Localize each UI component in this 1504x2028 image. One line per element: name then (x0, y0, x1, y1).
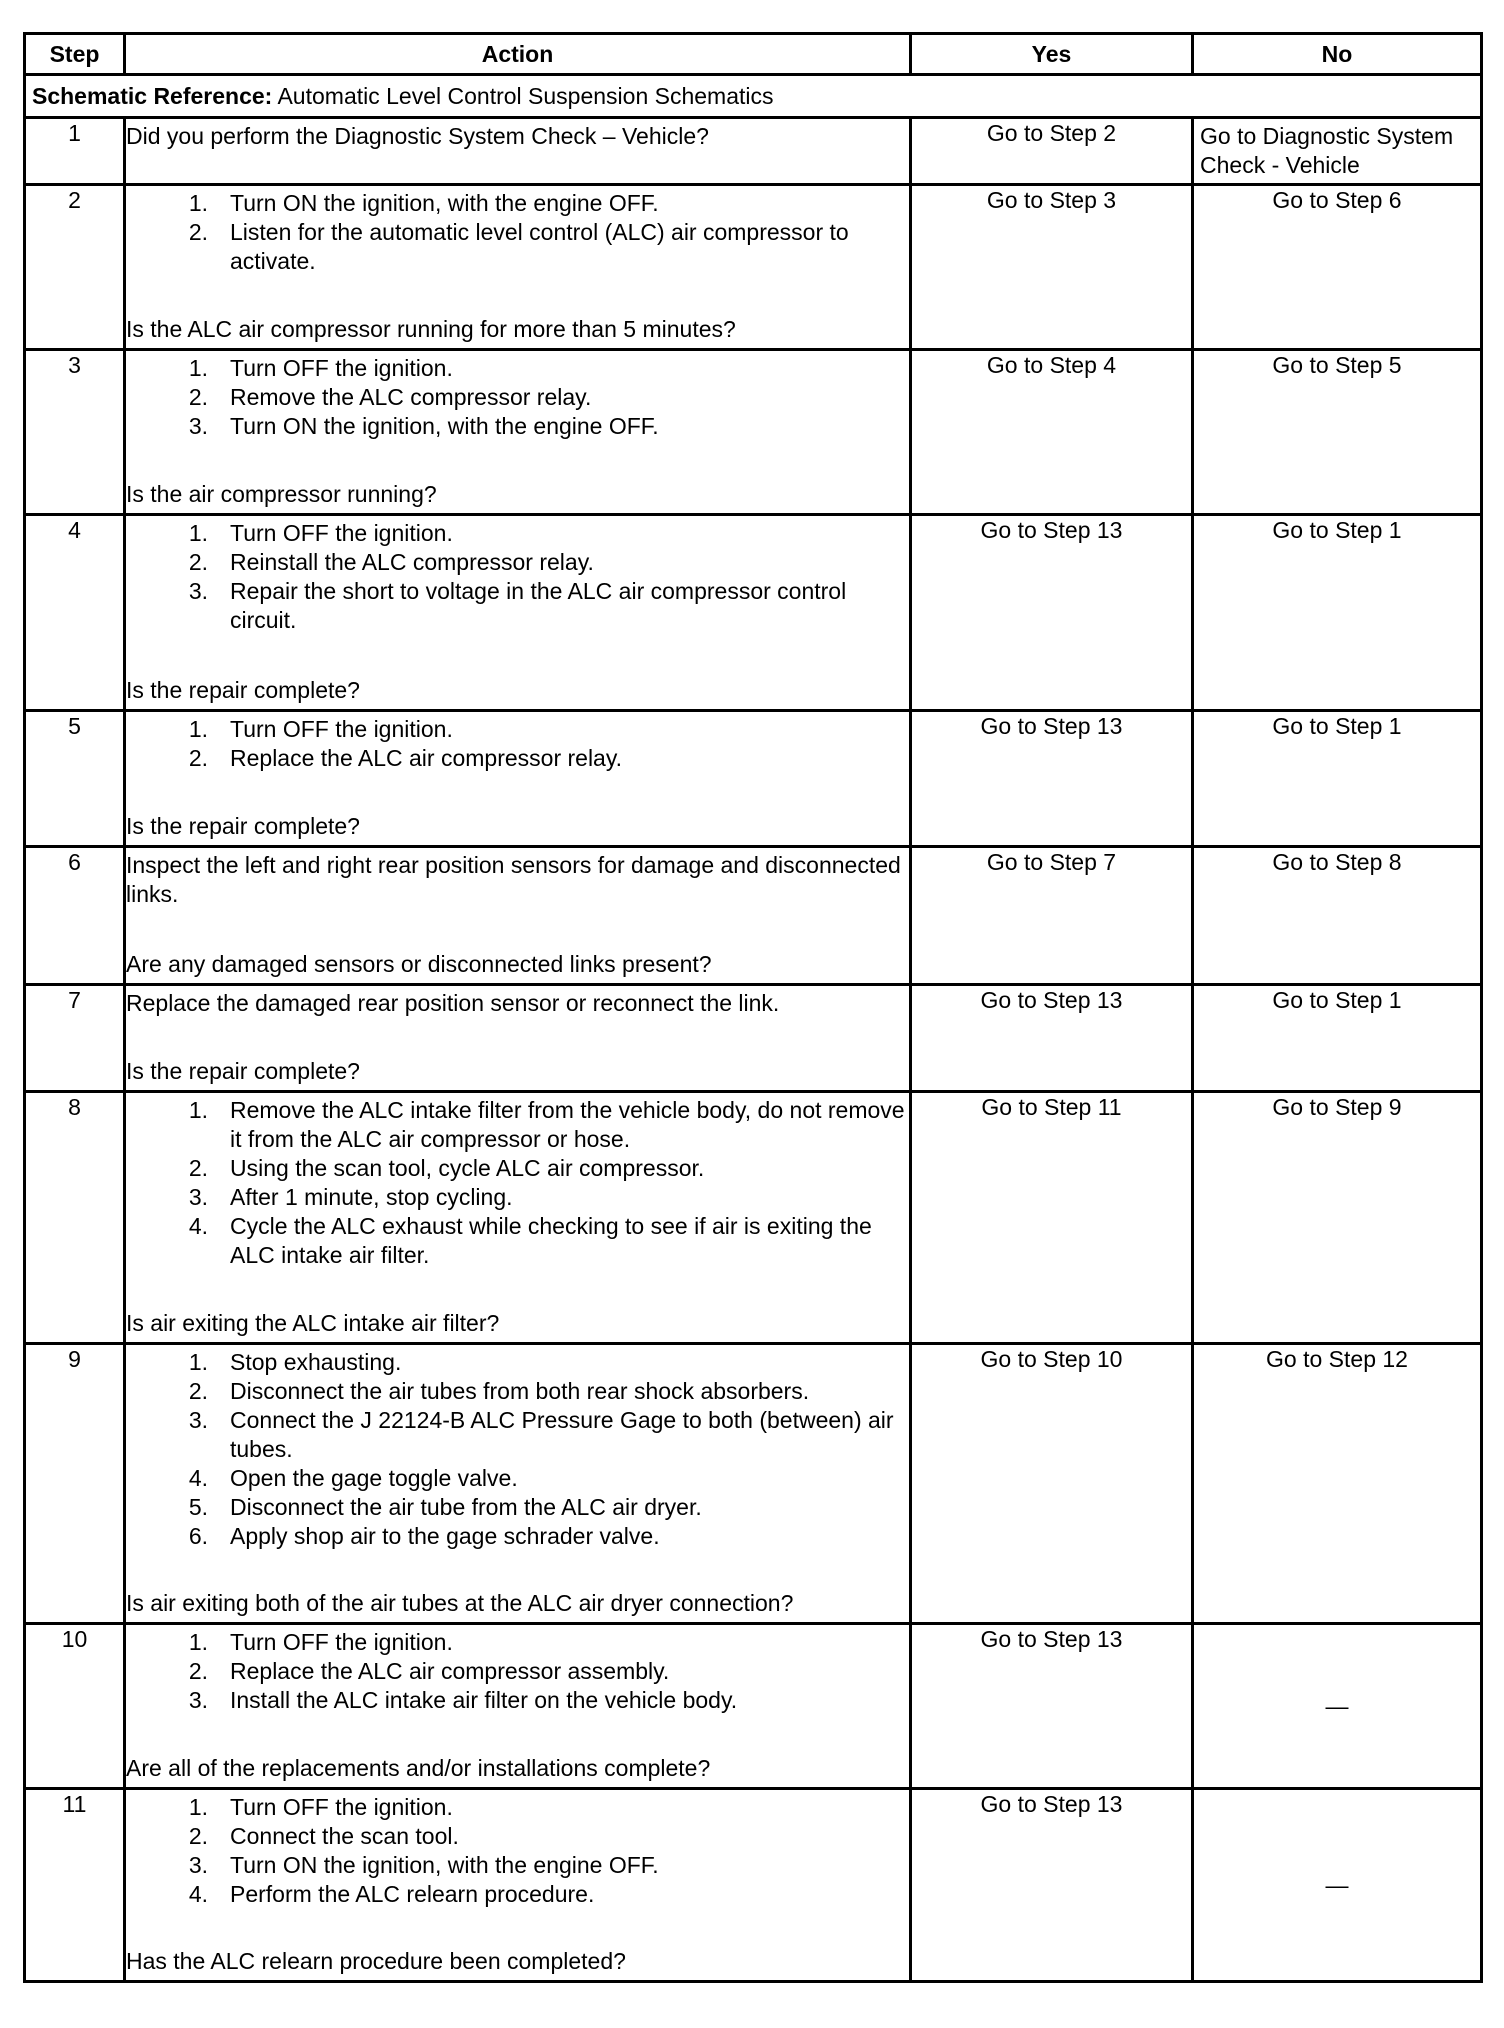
step-action (125, 711, 911, 847)
action-step-item (126, 1406, 909, 1464)
action-step-item (126, 744, 909, 773)
action-step-item (126, 519, 909, 548)
action-step-number: 4. (188, 1213, 208, 1239)
action-step-text: Replace the ALC air compressor relay. (230, 745, 623, 771)
action-step-text: Connect the J 22124-B ALC Pressure Gage to both (between) air tubes. (230, 1407, 894, 1462)
header-row (25, 34, 1482, 75)
action-step-item (126, 577, 909, 635)
no-outcome: Go to Step 1 (1193, 711, 1482, 847)
step-row (25, 118, 1482, 185)
step-action (125, 515, 911, 711)
action-question: Is the repair complete? (126, 813, 360, 839)
action-step-number: 3. (188, 1687, 208, 1713)
action-step-number: 2. (188, 549, 208, 575)
action-step-item (126, 1851, 909, 1880)
no-outcome: Go to Step 8 (1193, 847, 1482, 985)
header-step: Step (25, 34, 125, 75)
step-action (125, 847, 911, 985)
step-row (25, 350, 1482, 515)
step-row (25, 1344, 1482, 1624)
action-steps-list (126, 715, 909, 773)
action-step-item (126, 383, 909, 412)
action-step-text: Repair the short to voltage in the ALC air compressor control circuit. (230, 578, 847, 633)
action-step-item (126, 1348, 909, 1377)
header-action: Action (125, 34, 911, 75)
step-number: 11 (25, 1789, 125, 1982)
action-step-item (126, 1822, 909, 1851)
no-outcome: Go to Step 1 (1193, 515, 1482, 711)
action-question: Has the ALC relearn procedure been completed? (126, 1948, 626, 1974)
step-action (125, 1789, 911, 1982)
step-row (25, 985, 1482, 1092)
action-step-text: Apply shop air to the gage schrader valve. (230, 1523, 660, 1549)
action-step-number: 3. (188, 413, 208, 439)
step-number: 10 (25, 1624, 125, 1789)
action-step-number: 3. (188, 578, 208, 604)
step-number: 1 (25, 118, 125, 185)
step-action (125, 350, 911, 515)
no-outcome: Go to Step 9 (1193, 1092, 1482, 1344)
yes-outcome: Go to Step 13 (911, 985, 1193, 1092)
step-number: 3 (25, 350, 125, 515)
yes-outcome: Go to Step 11 (911, 1092, 1193, 1344)
step-action (125, 185, 911, 350)
yes-outcome: Go to Step 10 (911, 1344, 1193, 1624)
action-steps-list (126, 519, 909, 635)
step-number: 7 (25, 985, 125, 1092)
action-step-text: After 1 minute, stop cycling. (230, 1184, 513, 1210)
action-step-text: Remove the ALC compressor relay. (230, 384, 592, 410)
action-step-number: 4. (188, 1465, 208, 1491)
action-step-text: Disconnect the air tube from the ALC air dryer. (230, 1494, 702, 1520)
action-step-number: 2. (188, 1155, 208, 1181)
step-number: 8 (25, 1092, 125, 1344)
action-step-item (126, 354, 909, 383)
action-step-item (126, 1154, 909, 1183)
action-step-number: 1. (188, 1794, 208, 1820)
action-step-number: 1. (188, 355, 208, 381)
action-step-text: Turn ON the ignition, with the engine OFF. (230, 1852, 659, 1878)
action-step-text: Turn OFF the ignition. (230, 716, 453, 742)
step-row (25, 711, 1482, 847)
step-row (25, 847, 1482, 985)
action-question: Are all of the replacements and/or installations complete? (126, 1755, 711, 1781)
action-step-text: Stop exhausting. (230, 1349, 402, 1375)
step-row (25, 185, 1482, 350)
yes-outcome: Go to Step 13 (911, 711, 1193, 847)
action-step-number: 2. (188, 1823, 208, 1849)
action-step-item (126, 1493, 909, 1522)
action-step-item (126, 1377, 909, 1406)
schematic-label: Schematic Reference: (32, 82, 273, 109)
action-step-item (126, 1686, 909, 1715)
action-step-item (126, 715, 909, 744)
action-question: Is the ALC air compressor running for more than 5 minutes? (126, 316, 736, 342)
yes-outcome: Go to Step 7 (911, 847, 1193, 985)
action-question: Is air exiting both of the air tubes at the ALC air dryer connection? (126, 1590, 794, 1616)
action-step-item (126, 218, 909, 276)
action-steps-list (126, 1628, 909, 1715)
action-steps-list (126, 354, 909, 441)
action-step-text: Turn OFF the ignition. (230, 1794, 453, 1820)
no-outcome: Go to Step 1 (1193, 985, 1482, 1092)
action-step-item (126, 1793, 909, 1822)
step-row (25, 1092, 1482, 1344)
action-step-item (126, 1628, 909, 1657)
action-statement: Did you perform the Diagnostic System Check – Vehicle? (126, 123, 709, 149)
action-step-text: Reinstall the ALC compressor relay. (230, 549, 594, 575)
action-question: Is air exiting the ALC intake air filter? (126, 1310, 500, 1336)
diagnostic-table (23, 32, 1483, 1983)
action-step-text: Turn ON the ignition, with the engine OFF. (230, 413, 659, 439)
yes-outcome: Go to Step 4 (911, 350, 1193, 515)
action-step-item (126, 1183, 909, 1212)
schematic-text: Automatic Level Control Suspension Schematics (277, 82, 774, 109)
header-no: No (1193, 34, 1482, 75)
header-yes: Yes (911, 34, 1193, 75)
step-number: 5 (25, 711, 125, 847)
action-step-text: Cycle the ALC exhaust while checking to see if air is exiting the ALC intake air filter. (230, 1213, 872, 1268)
action-step-number: 6. (188, 1523, 208, 1549)
no-outcome: Go to Step 12 (1193, 1344, 1482, 1624)
step-number: 9 (25, 1344, 125, 1624)
action-step-number: 3. (188, 1407, 208, 1433)
action-step-item (126, 1464, 909, 1493)
action-question: Are any damaged sensors or disconnected links present? (126, 951, 712, 977)
action-step-number: 1. (188, 1349, 208, 1375)
action-step-number: 4. (188, 1881, 208, 1907)
action-step-number: 2. (188, 1378, 208, 1404)
step-row (25, 1789, 1482, 1982)
action-step-number: 2. (188, 384, 208, 410)
action-steps-list (126, 189, 909, 276)
yes-outcome: Go to Step 13 (911, 1624, 1193, 1789)
action-step-text: Disconnect the air tubes from both rear shock absorbers. (230, 1378, 810, 1404)
step-action (125, 1624, 911, 1789)
action-step-number: 2. (188, 1658, 208, 1684)
step-number: 2 (25, 185, 125, 350)
action-step-number: 1. (188, 520, 208, 546)
action-step-text: Turn OFF the ignition. (230, 355, 453, 381)
action-step-item (126, 189, 909, 218)
action-step-item (126, 548, 909, 577)
action-step-item (126, 1880, 909, 1909)
action-step-text: Perform the ALC relearn procedure. (230, 1881, 595, 1907)
action-steps-list (126, 1348, 909, 1551)
action-step-number: 3. (188, 1184, 208, 1210)
action-step-item (126, 1212, 909, 1270)
no-outcome: Go to Step 6 (1193, 185, 1482, 350)
step-number: 6 (25, 847, 125, 985)
action-step-number: 1. (188, 716, 208, 742)
action-step-number: 1. (188, 1629, 208, 1655)
no-outcome: — (1193, 1789, 1482, 1982)
action-steps-list (126, 1096, 909, 1270)
step-number: 4 (25, 515, 125, 711)
action-step-number: 3. (188, 1852, 208, 1878)
action-step-number: 5. (188, 1494, 208, 1520)
step-action (125, 1092, 911, 1344)
action-step-text: Listen for the automatic level control (ALC) air compressor to activate. (230, 219, 849, 274)
schematic-reference (25, 75, 1482, 118)
action-question: Is the air compressor running? (126, 481, 437, 507)
yes-outcome: Go to Step 13 (911, 515, 1193, 711)
action-steps-list (126, 1793, 909, 1909)
schematic-reference-row (25, 75, 1482, 118)
action-step-text: Turn OFF the ignition. (230, 1629, 453, 1655)
no-outcome: — (1193, 1624, 1482, 1789)
action-step-text: Install the ALC intake air filter on the vehicle body. (230, 1687, 738, 1713)
action-step-text: Replace the ALC air compressor assembly. (230, 1658, 670, 1684)
action-step-text: Open the gage toggle valve. (230, 1465, 518, 1491)
action-step-text: Turn OFF the ignition. (230, 520, 453, 546)
action-step-item (126, 1522, 909, 1551)
step-action (125, 118, 911, 185)
action-statement: Replace the damaged rear position sensor or reconnect the link. (126, 990, 780, 1016)
step-action (125, 1344, 911, 1624)
step-row (25, 515, 1482, 711)
action-step-number: 1. (188, 190, 208, 216)
yes-outcome: Go to Step 13 (911, 1789, 1193, 1982)
action-step-text: Remove the ALC intake filter from the vehicle body, do not remove it from the ALC air compressor or hose. (230, 1097, 905, 1152)
action-step-number: 2. (188, 745, 208, 771)
action-statement: Inspect the left and right rear position sensors for damage and disconnected links. (126, 852, 901, 907)
no-outcome: Go to Step 5 (1193, 350, 1482, 515)
action-step-text: Connect the scan tool. (230, 1823, 459, 1849)
action-question: Is the repair complete? (126, 1058, 360, 1084)
action-step-text: Turn ON the ignition, with the engine OFF. (230, 190, 659, 216)
action-step-text: Using the scan tool, cycle ALC air compressor. (230, 1155, 705, 1181)
action-step-number: 2. (188, 219, 208, 245)
no-outcome: Go to Diagnostic System Check - Vehicle (1193, 118, 1482, 185)
action-step-item (126, 412, 909, 441)
yes-outcome: Go to Step 3 (911, 185, 1193, 350)
action-step-number: 1. (188, 1097, 208, 1123)
action-step-item (126, 1657, 909, 1686)
action-step-item (126, 1096, 909, 1154)
step-action (125, 985, 911, 1092)
yes-outcome: Go to Step 2 (911, 118, 1193, 185)
action-question: Is the repair complete? (126, 677, 360, 703)
step-row (25, 1624, 1482, 1789)
